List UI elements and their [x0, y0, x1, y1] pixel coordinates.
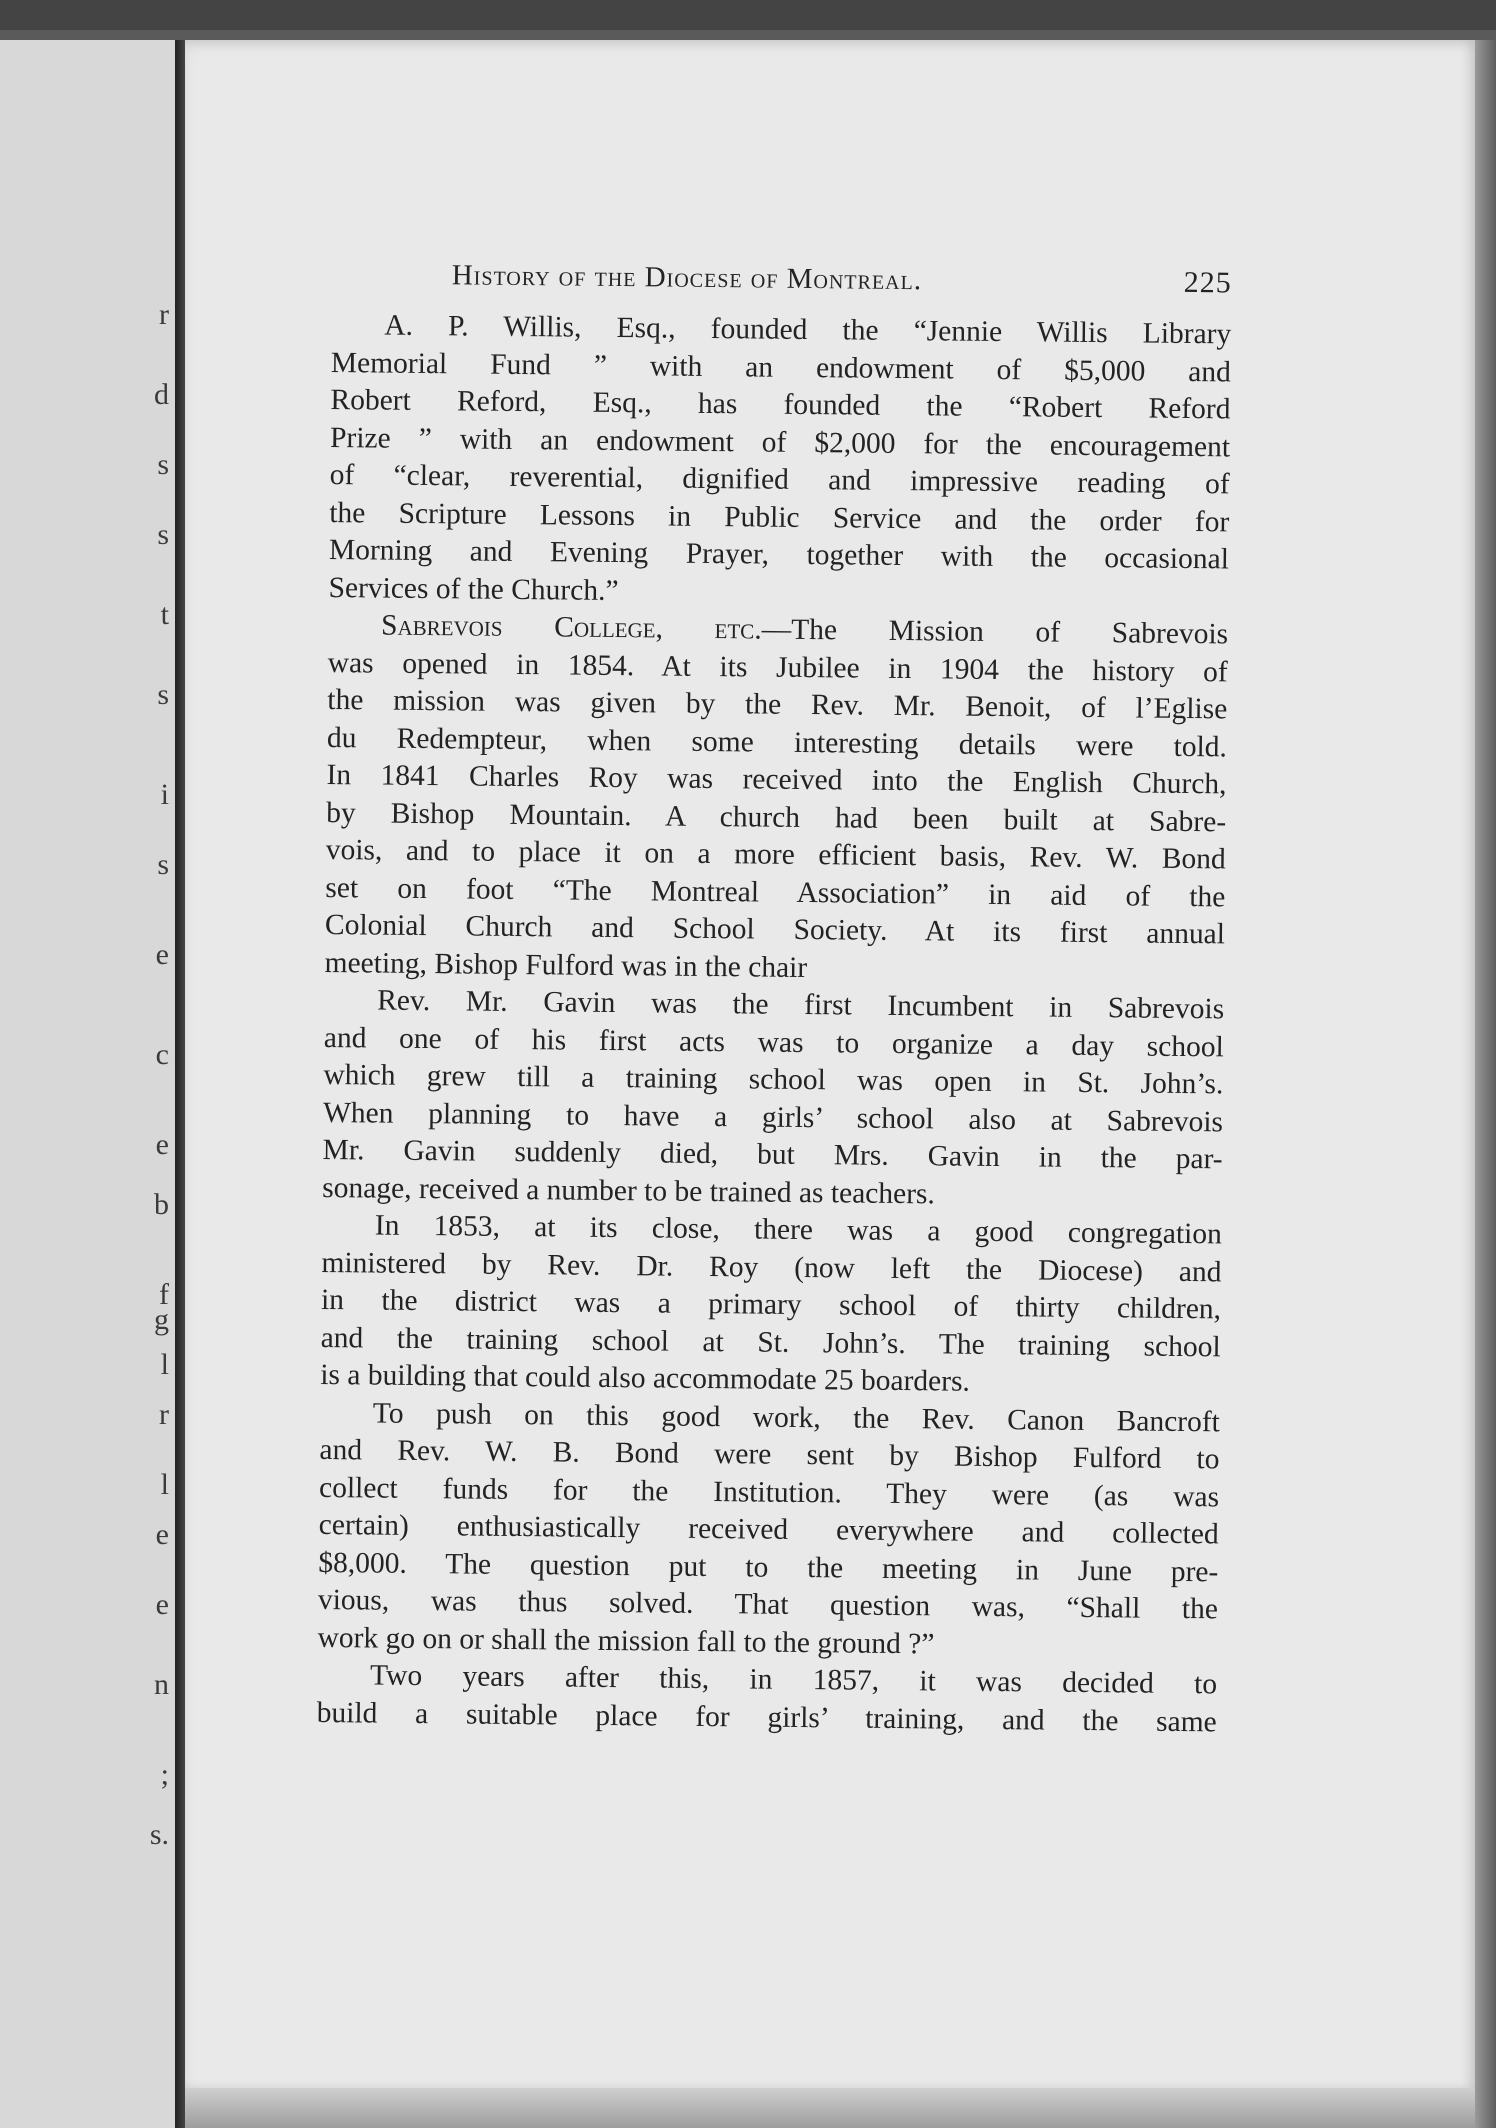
- left-page-fragment: s: [157, 848, 169, 881]
- left-page-fragment: g: [154, 1303, 169, 1336]
- text-line-content: vois, and to place it on a more efficient basis, Rev. W. Bond: [325, 833, 1226, 876]
- text-line-content: du Redempteur, when some interesting details were told.: [326, 721, 1228, 763]
- text-line-content: the Scripture Lessons in Public Service and the order for: [329, 496, 1230, 538]
- left-page-edge: [0, 40, 175, 2128]
- text-line-content: in the district was a primary school of thirty children,: [320, 1283, 1222, 1326]
- body-text: [317, 307, 1232, 1741]
- left-page-fragment: n: [154, 1668, 169, 1701]
- text-line-content: and one of his first acts was to organize a day school: [323, 1021, 1224, 1063]
- left-page-fragment: t: [160, 598, 169, 631]
- text-line-content: the mission was given by the Rev. Mr. Benoit, of l’Eglise: [327, 683, 1228, 726]
- text-line-content: Mr. Gavin suddenly died, but Mrs. Gavin in the par-: [322, 1133, 1223, 1176]
- left-page-fragment: b: [154, 1188, 169, 1221]
- text-line-content: work go on or shall the mission fall to the ground ?”: [317, 1621, 935, 1660]
- book-gutter: [175, 40, 185, 2128]
- text-line-content: certain) enthusiastically received everywhere and collected: [318, 1508, 1219, 1551]
- text-line-content: which grew till a training school was open in St. John’s.: [323, 1058, 1224, 1101]
- left-page-fragment: s: [157, 678, 169, 711]
- page-right-edge: [1475, 40, 1496, 2128]
- text-line-content: In 1853, at its close, there was a good congregation: [374, 1209, 1222, 1251]
- left-page-fragment: e: [155, 1128, 169, 1161]
- left-page-fragment: e: [155, 1518, 169, 1551]
- left-page-fragment: s: [157, 448, 169, 481]
- text-line-content: Morning and Evening Prayer, together with the occasional: [328, 533, 1230, 576]
- text-line-content: collect funds for the Institution. They were (as was: [318, 1471, 1220, 1513]
- text-line-content: In 1841 Charles Roy was received into the English Church,: [326, 758, 1227, 801]
- right-page: [185, 40, 1475, 2088]
- text-line-content: vious, was thus solved. That question was, “Shall the: [317, 1583, 1219, 1626]
- left-page-fragment: e: [155, 938, 169, 971]
- text-line-content: When planning to have a girls’ school also at Sabrevois: [322, 1096, 1224, 1138]
- text-line-content: ministered by Rev. Dr. Roy (now left the Diocese) and: [321, 1246, 1222, 1288]
- left-page-fragment: s.: [149, 1818, 169, 1851]
- text-line-content: To push on this good work, the Rev. Canon Bancroft: [372, 1396, 1221, 1438]
- text-line-content: $8,000. The question put to the meeting in June pre-: [318, 1546, 1219, 1588]
- text-line-content: by Bishop Mountain. A church had been built at Sabre-: [326, 796, 1227, 838]
- text-line-content: Services of the Church.”: [328, 571, 619, 607]
- text-line-content: Prize ” with an endowment of $2,000 for the encouragement: [329, 421, 1231, 463]
- text-line-content: meeting, Bishop Fulford was in the chair: [324, 946, 808, 984]
- text-line-content: Memorial Fund ” with an endowment of $5,000 and: [330, 346, 1232, 388]
- text-line-content: was opened in 1854. At its Jubilee in 1904 the history of: [327, 646, 1228, 688]
- left-page-fragment: r: [159, 298, 169, 331]
- left-page-fragment: r: [159, 1398, 169, 1431]
- text-line-content: build a suitable place for girls’ training, and the same: [316, 1696, 1217, 1738]
- text-line-content: Two years after this, in 1857, it was decided to: [369, 1659, 1218, 1701]
- left-page-fragment: e: [155, 1588, 169, 1621]
- left-page-fragment: ;: [160, 1758, 169, 1791]
- text-line-content: set on foot “The Montreal Association” in aid of the: [325, 871, 1226, 913]
- left-page-fragment: s: [157, 518, 169, 551]
- text-line-content: Robert Reford, Esq., has founded the “Robert Reford: [330, 383, 1231, 426]
- text-line-content: sonage, received a number to be trained as teachers.: [322, 1171, 936, 1210]
- section-heading: Sabrevois College, etc.: [380, 609, 762, 646]
- left-page-fragment: f: [159, 1278, 169, 1311]
- text-line-content: A. P. Willis, Esq., founded the “Jennie Willis Library: [384, 309, 1232, 351]
- page-bottom-edge: [185, 2088, 1475, 2128]
- running-header: [332, 257, 1232, 312]
- left-page-fragment: c: [155, 1038, 169, 1071]
- running-header-title: History of the Diocese of Montreal.: [451, 259, 923, 297]
- text-line-content: is a building that could also accommodate 25 boarders.: [320, 1358, 971, 1398]
- text-line-content: Colonial Church and School Society. At its first annual: [324, 908, 1226, 951]
- text-line-content: and Rev. W. B. Bond were sent by Bishop Fulford to: [319, 1433, 1220, 1476]
- text-line-content: and the training school at St. John’s. The training school: [320, 1321, 1221, 1363]
- text-line-content: —The Mission of Sabrevois: [761, 613, 1229, 651]
- left-page-fragment: l: [160, 1468, 169, 1501]
- left-page-fragment: d: [154, 378, 169, 411]
- text-line-content: of “clear, reverential, dignified and impressive reading of: [329, 458, 1230, 501]
- left-page-fragment: l: [160, 1348, 169, 1381]
- page-number: 225: [1183, 265, 1232, 300]
- page-text-block: [317, 257, 1232, 1741]
- left-page-fragment: i: [160, 778, 169, 811]
- text-line-content: Rev. Mr. Gavin was the first Incumbent in Sabrevois: [377, 984, 1225, 1026]
